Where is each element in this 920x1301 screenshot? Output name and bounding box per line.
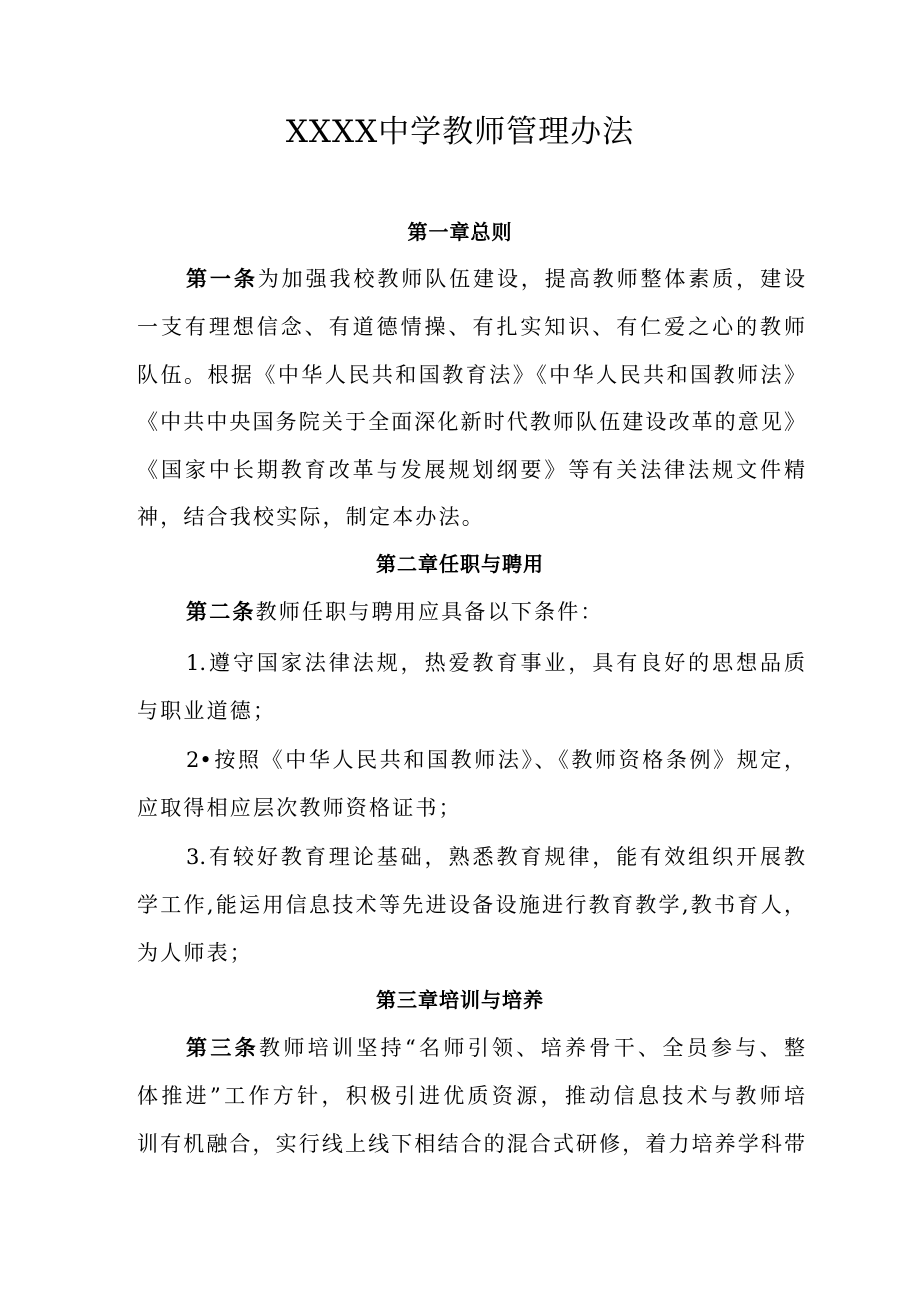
article-1-line-2: 一支有理想信念、有道德情操、有扎实知识、有仁爱之心的教师 bbox=[137, 315, 805, 339]
condition-1-line-2: 与职业道德； bbox=[137, 699, 277, 723]
condition-3-line-2: 学工作,能运用信息技术等先进设备设施进行教育教学,教书育人， bbox=[137, 893, 805, 917]
article-3-text: 教师培训坚持“名师引领、培养骨干、全员参与、整 bbox=[259, 1036, 806, 1060]
article-1-label: 第一条 bbox=[186, 267, 258, 291]
condition-2-line-1: 2•按照《中华人民共和国教师法》、《教师资格条例》规定， bbox=[186, 748, 805, 772]
chapter-3-heading: 第三章培训与培养 bbox=[376, 988, 544, 1012]
article-3-line-2: 体推进”工作方针，积极引进优质资源，推动信息技术与教师培 bbox=[137, 1084, 805, 1108]
article-1-text: 为加强我校教师队伍建设，提高教师整体素质，建设 bbox=[257, 267, 806, 291]
article-1-line-6: 神，结合我校实际，制定本办法。 bbox=[137, 505, 485, 529]
article-1-line-5: 《国家中长期教育改革与发展规划纲要》等有关法律法规文件精 bbox=[137, 458, 805, 482]
article-2-text: 教师任职与聘用应具备以下条件： bbox=[255, 600, 604, 624]
condition-1-line-1: 1.遵守国家法律法规，热爱教育事业，具有良好的思想品质 bbox=[186, 651, 805, 675]
article-2-intro bbox=[186, 595, 805, 629]
article-1-line-3: 队伍。根据《中华人民共和国教育法》《中华人民共和国教师法》 bbox=[137, 363, 805, 387]
article-1-line-1 bbox=[186, 262, 805, 296]
condition-2-line-2: 应取得相应层次教师资格证书； bbox=[137, 796, 462, 820]
condition-3-line-3: 为人师表； bbox=[137, 941, 253, 965]
document-title: XXXX中学教师管理办法 bbox=[285, 114, 635, 150]
article-1-line-4: 《中共中央国务院关于全面深化新时代教师队伍建设改革的意见》 bbox=[137, 410, 805, 434]
chapter-2-heading: 第二章任职与聘用 bbox=[376, 552, 544, 576]
article-3-label: 第三条 bbox=[186, 1036, 259, 1060]
article-2-label: 第二条 bbox=[186, 600, 256, 624]
chapter-1-heading: 第一章总则 bbox=[407, 220, 513, 244]
article-3-line-3: 训有机融合，实行线上线下相结合的混合式研修，着力培养学科带 bbox=[137, 1132, 805, 1156]
article-3-line-1 bbox=[186, 1031, 805, 1065]
condition-3-line-1: 3.有较好教育理论基础，熟悉教育规律，能有效组织开展教 bbox=[186, 845, 805, 869]
